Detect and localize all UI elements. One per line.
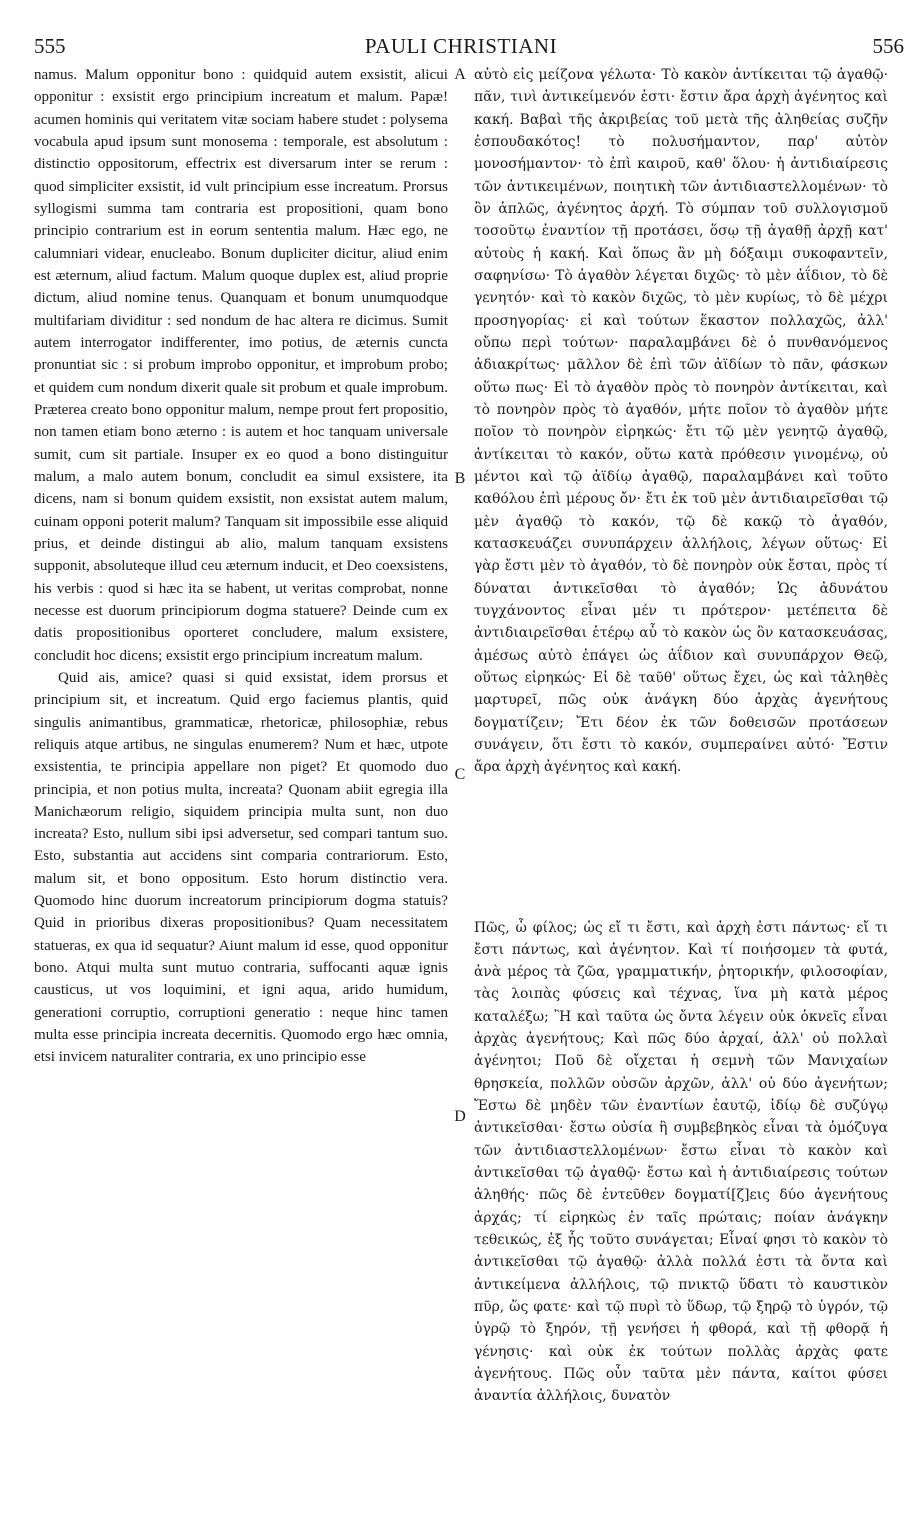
running-title: PAULI CHRISTIANI	[364, 34, 558, 58]
page-number-right: 556	[872, 34, 904, 58]
margin-marker-b: B	[454, 470, 466, 487]
running-header	[0, 34, 922, 64]
latin-paragraph-1: namus. Malum opponitur bono : quidquid autem exsistit, alicui opponitur : exsistit ergo principium increatum et malum. Papæ! acumen hominis qui veritatem vitæ sociam habere studet : polysema vocabula apud ipsum sunt monosema : temporale, est absolutum : distinctio oppositorum, effectrix est diversarum inter se rerum : quod simpliciter exsistit, id vult principium esse increatum. Prorsus syllogismi summa tam contraria est propositioni, quam bono principio contrarium est in eorum sententia malum. Hæc ego, ne calumniari videar, enucleabo. Bonum dupliciter dicitur, aliud enim est æternum, aliud factum. Malum quoque duplex est, aliud proprie dictum, aliud nomine tenus. Quanquam et bonum unumquodque multifariam dividitur : sed nondum de hac altera re dicimus. Sumit autem interrogator indifferenter, imo potius, de æternis cuncta pronuntiat sic : si probum improbo opponitur, et improbum probo; et quidem cum nondum dixerit quale sit probum et quale improbum. Præterea creato bono opponitur malum, nempe prout fert propositio, non tamen etiam bono æterno : is autem et hoc tanquam universale sumit, cum sit partiale. Insuper ex eo quod a bono distinguitur malum, a malo autem bonum, concludit ea simul exsistere, ita dicens, nam si bonum quidem exsistit, non exsistat autem malum, cuinam opponi poterit malum? Tanquam sit impossibile esse aliquid prius, et deinde distingui ab alio, malum tanquam exsistens supponit, absoluteque illud ceu æternum inducit, et Deo coexsistens, his verbis : quod si hæc ita se habent, ut veritas comprobat, nonne necesse est duorum principiorum dogma statuere? Deinde cum ex datis propositionibus oporteret concludere, malum exsistere, concludit hoc dicens; exsistit ergo principium increatum malum.	[34, 67, 448, 664]
margin-marker-c: C	[454, 766, 466, 783]
margin-marker-d: D	[454, 1108, 466, 1125]
greek-paragraph-2: Πῶς, ὦ φίλος; ὡς εἴ τι ἔστι, καὶ ἀρχὴ ἐστι πάντως· εἴ τι ἔστι πάντως, καὶ ἀγένητον. Καὶ τί ποιήσομεν τὰ φυτά, ἀνὰ μέρος τὰ ζῶα, γραμματικήν, ῥητορικήν, φιλοσοφίαν, τὰς λοιπὰς φύσεις καὶ τέχνας, ἵνα μὴ κατὰ μέρος καταλέξω; Ἢ καὶ ταῦτα ὡς ὄντα λέγειν οὐκ ὀκνεῖς εἶναι ἀρχὰς ἀγενήτους; Καὶ πῶς δύο ἀρχαί, ἀλλ' οὐ πολλαὶ ἀγένητοι; Ποῦ δὲ οἴχεται ἡ σεμνὴ τῶν Μανιχαίων θρησκεία, πολλῶν οὐσῶν ἀρχῶν, ἀλλ' οὐ δύο ἀγενήτων; Ἔστω δὲ μηδὲν τῶν ἐναντίων ἑαυτῷ, ἰδίῳ δὲ συζύγῳ ἀντικεῖσθαι· ἔστω οὐσία ἢ συμβεβηκὸς εἶναι τὰ ὁμόζυγα τῶν ἀντιδιαστελλομένων· ἔστω εἶναι τὸ κακὸν καὶ ἀντικεῖσθαι τῷ ἀγαθῷ· ἔστω καὶ ἡ ἀντιδιαίρεσις τούτων ἀληθής· πῶς δὲ ἐντεῦθεν δογματί[ζ]εις δύο ἀγενήτους ἀρχάς; τί εἰρηκὼς ἐν ταῖς πρώταις; ποίαν ἀνάγκην τεθεικώς, ἐξ ἧς τοῦτο συνάγεται; Εἶναί φησι τὸ κακὸν τὸ ἀντικεῖσθαι τῷ ἀγαθῷ· ἀλλὰ πολλά ἐστι τὰ ὄντα καὶ ἀντικείμενα ἀλλήλοις, τῷ πνικτῷ ὕδατι τὸ καυστικὸν πῦρ, ὥς φατε· καὶ τῷ πυρὶ τὸ ὕδωρ, τῷ ξηρῷ τὸ ὑγρόν, τῷ ὑγρῷ τὸ ξηρόν, τῇ γενήσει ἡ φθορά, καὶ τῇ φθορᾷ ἡ γένησις· καὶ οὐκ ἐκ τούτων πολλὰς ἀρχὰς φατε ἀγενήτους. Πῶς οὖν ταῦτα μὲν πάντα, καίτοι φύσει ἀναντία ἀλλήλοις, δυνατὸν	[474, 919, 888, 1405]
margin-marker-a: A	[454, 66, 466, 83]
column-gap	[474, 779, 888, 917]
latin-column	[34, 64, 448, 1069]
greek-paragraph-1: αὐτὸ εἰς μείζονα γέλωτα· Τὸ κακὸν ἀντίκειται τῷ ἀγαθῷ· πᾶν, τινὶ ἀντικείμενόν ἐστι· ἔστιν ἄρα ἀρχὴ ἀγένητος καὶ κακή. Βαβαὶ τῆς ἀκριβείας τοῦ μετὰ τῆς ἀληθείας συζῆν ἐσπουδακότος! τὸ πολυσήμαντον, παρ' αὐτὸν μονοσήμαντον· τὸ ἐπὶ καιροῦ, καθ' ὅλου· ἡ ἀντιδιαίρεσις τῶν ἀντικειμένων, ποιητικὴ τῶν ἀντιδιαστελλομένων· τὸ ὂν ἁπλῶς, ἀγένητος ἀρχή. Τὸ σύμπαν τοῦ συλλογισμοῦ τοσοῦτῳ ἐναντίον τῇ προτάσει, ὅσῳ τῇ ἀγαθῇ ἀρχῇ κατ' αὐτοὺς ἡ κακή. Καὶ ὅπως ἂν μὴ δόξαιμι συκοφαντεῖν, σαφηνίσω· Τὸ ἀγαθὸν λέγεται διχῶς· τὸ μὲν ἀΐδιον, τὸ δὲ γενητόν· καὶ τὸ κακὸν διχῶς, τὸ μὲν κυρίως, τὸ δὲ μέχρι προσηγορίας· εἰ καὶ τούτων ἕκαστον πολλαχῶς, ἀλλ' οὔπω περὶ τούτων· παραλαμβάνει δὲ ὁ πυνθανόμενος ἀδιακρίτως· μᾶλλον δὲ ἐπὶ τῶν ἀϊδίων τὸ πᾶν, φάσκων οὕτω πως· Εἰ τὸ ἀγαθὸν πρὸς τὸ πονηρὸν ἀντίκειται, καὶ τὸ πονηρὸν πρὸς τὸ ἀγαθόν, μήτε ποῖον τὸ ἀγαθὸν μήτε ποῖον τὸ πονηρὸν εἰρηκώς· ἔτι τῷ μὲν γενητῷ ἀγαθῷ, ἀντίκειται τὸ κακόν, οὕτω κατὰ πρόθεσιν γινομένῳ, οὐ μέντοι καὶ τῷ ἀϊδίῳ ἀγαθῷ, παραλαμβάνει καὶ τοῦτο καθόλου ἐπὶ μέρους ὄν· ἔτι ἐκ τοῦ μὲν ἀντιδιαιρεῖσθαι τῷ μὲν ἀγαθῷ τὸ κακόν, τῷ δὲ κακῷ τὸ ἀγαθόν, κατασκευάζει συνυπάρχειν ἀλλήλοις, λέγων οὕτως· Εἰ γὰρ ἔστι μὲν τὸ ἀγαθόν, τὸ δὲ πονηρὸν οὐκ ἔσται, πρὸς τί δύναται ἀντικεῖσθαι τὸ ἀγαθόν; Ὡς ἀδυνάτου τυγχάνοντος εἶναι μέν τι πρότερον· μετέπειτα δὲ ἀντιδιαιρεῖσθαι ἑτέρῳ αὖ τὸ κακὸν ὡς ὂν κατασκευάσας, ἀμέσως αὐτὸ ἐπάγει ὡς ἀΐδιον καὶ συνυπάρχον Θεῷ, οὕτως εἰρηκώς· Εἰ δὲ ταῦθ' οὕτως ἔχει, ὡς καὶ τἀληθὲς μαρτυρεῖ, πῶς οὐκ ἀνάγκη δύο ἀρχὰς ἀγενήτους δογματίζειν; Ἔτι δέον ἐκ τῶν δοθεισῶν προτάσεων συνάγειν, ὅτι ἔστι τὸ κακόν, συμπεραίνει αὐτό· Ἔστιν ἄρα ἀρχὴ ἀγένητος καὶ κακή.	[474, 67, 888, 776]
greek-column	[474, 64, 888, 1408]
latin-paragraph-2: Quid ais, amice? quasi si quid exsistat, idem prorsus et principium sit, et increatum. Quid ergo faciemus plantis, quid singulis animantibus, grammaticæ, rhetoricæ, philosophiæ, rebus reliquis atque artibus, ne singulas enumerem? Num et hæc, utpote exsistentia, te principia appellare non piget? Et quomodo duo principia, et non potius multa, increata? Quonam abiit egregia illa Manichæorum religio, siquidem principia multa sunt, non duo increata? Esto, nullum sibi ipsi adversetur, sed compari tantum suo. Esto, substantia aut accidens sint comparia contrariorum. Esto, malum sit, et bono oppositum. Esto horum distinctio vera. Quomodo hinc duorum increatorum principiorum dogma statuis? Quid in prioribus dixeras propositionibus? Quam necessitatem statueras, ex qua id sequatur? Aiunt malum id esse, quod opponitur bono. Atqui multa sunt mutuo contraria, suffocanti aquæ ignis causticus, ut vos loquimini, et igni aqua, arido humidum, generationi corruptio, corruptioni generatio : neque hinc tamen multa esse principia increata decernitis. Quomodo ergo hæc omnia, etsi invicem naturaliter contraria, ex uno principio esse	[34, 669, 448, 1066]
page-number-left: 555	[34, 34, 66, 58]
